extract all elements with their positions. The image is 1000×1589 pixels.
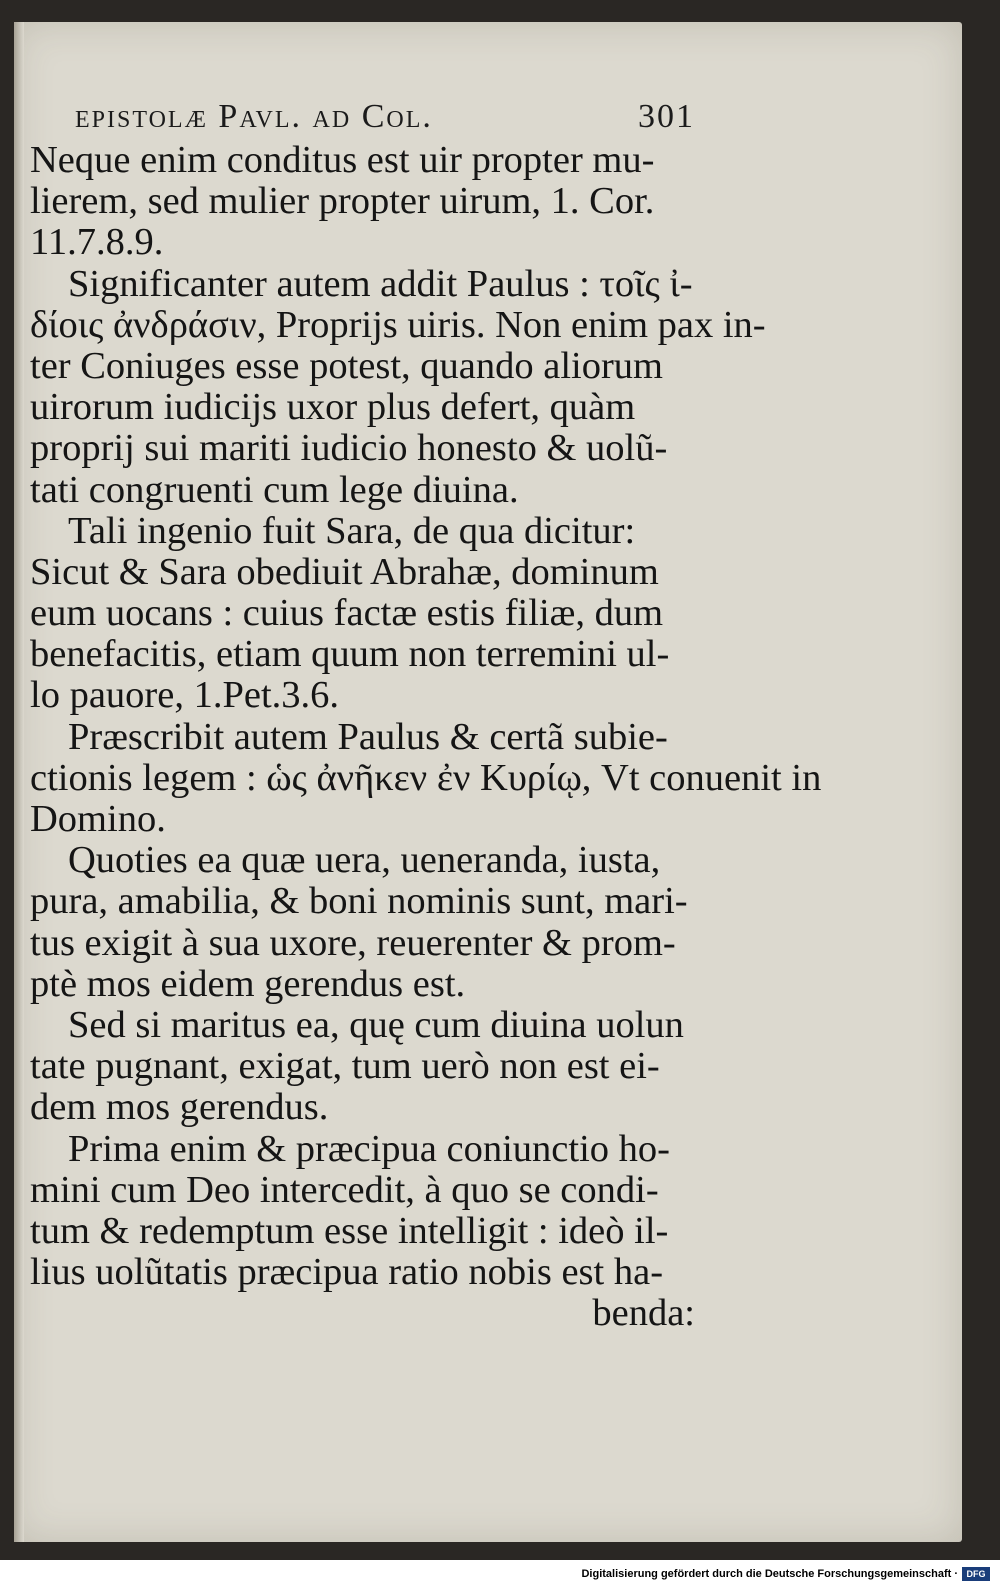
text-line: tati congruenti cum lege diuina. xyxy=(30,468,519,511)
text-line: Sed si maritus ea, quę cum diuina uolun xyxy=(68,1003,684,1046)
text-line: uirorum iudicijs uxor plus defert, quàm xyxy=(30,386,636,429)
page-number: 301 xyxy=(638,98,695,135)
digitization-footer xyxy=(0,1562,1000,1589)
body-text xyxy=(30,139,822,1335)
text-line: Significanter autem addit Paulus : τοῖς ἰ- xyxy=(68,262,693,305)
text-line: benefacitis, etiam quum non terremini ul- xyxy=(30,633,670,676)
running-header xyxy=(75,98,695,136)
text-line: Prima enim & præcipua coniunctio ho- xyxy=(68,1127,670,1170)
text-line: lo pauore, 1.Pet.3.6. xyxy=(30,674,340,717)
dfg-logo: DFG xyxy=(962,1567,990,1581)
text-line: Tali ingenio fuit Sara, de qua dicitur: xyxy=(68,509,636,552)
funding-credit: Digitalisierung gefördert durch die Deutsche Forschungsgemeinschaft · xyxy=(581,1568,958,1580)
text-line: Quoties ea quæ uera, ueneranda, iusta, xyxy=(68,839,661,882)
text-line: Præscribit autem Paulus & certã subie- xyxy=(68,715,668,758)
text-line: mini cum Deo intercedit, à quo se condi- xyxy=(30,1168,659,1211)
text-line: tum & redemptum esse intelligit : ideò il- xyxy=(30,1209,669,1252)
running-title: epistolæ Pavl. ad Col. xyxy=(75,98,433,135)
text-line: eum uocans : cuius factæ estis filiæ, dum xyxy=(30,592,664,635)
text-line: proprij sui mariti iudicio honesto & uolũ- xyxy=(30,427,668,470)
text-line: Sicut & Sara obediuit Abrahæ, dominum xyxy=(30,550,659,593)
text-line: ter Coniuges esse potest, quando aliorum xyxy=(30,344,663,387)
text-line: dem mos gerendus. xyxy=(30,1086,329,1129)
text-line: lius uolũtatis præcipua ratio nobis est ha- xyxy=(30,1251,664,1294)
text-line: lierem, sed mulier propter uirum, 1. Cor. xyxy=(30,180,655,223)
text-line: δίοις ἀνδράσιν, Proprijs uiris. Non enim pax in- xyxy=(30,303,766,346)
page-gutter-shadow xyxy=(14,22,24,1542)
text-line: tus exigit à sua uxore, reuerenter & prom- xyxy=(30,921,676,964)
text-line: ctionis legem : ὡς ἀνῆκεν ἐν Κυρίῳ, Vt conuenit in xyxy=(30,756,822,799)
text-line: 11.7.8.9. xyxy=(30,221,164,264)
text-line: Neque enim conditus est uir propter mu- xyxy=(30,139,655,181)
text-line: Domino. xyxy=(30,798,166,840)
catchword: benda: xyxy=(592,1292,695,1335)
text-line: tate pugnant, exigat, tum uerò non est ei- xyxy=(30,1045,660,1088)
text-line: ptè mos eidem gerendus est. xyxy=(30,962,466,1005)
text-line: pura, amabilia, & boni nominis sunt, mari- xyxy=(30,880,688,923)
